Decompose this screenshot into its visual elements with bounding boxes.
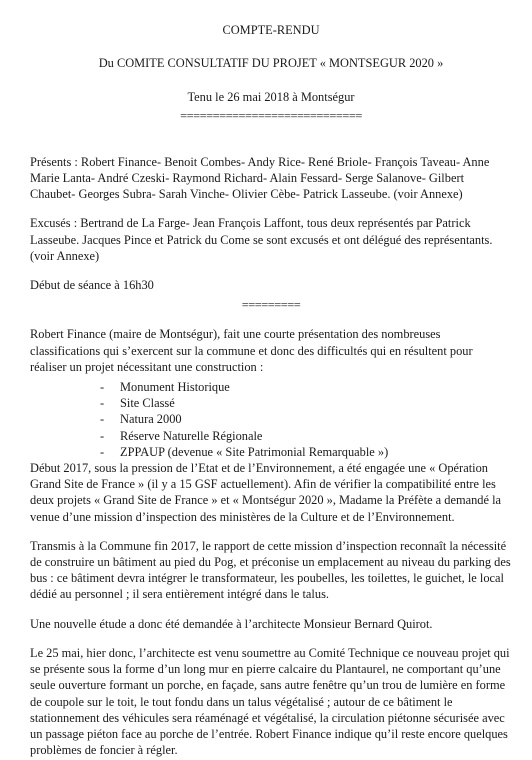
meeting-date-line: Tenu le 26 mai 2018 à Montségur [187,90,355,105]
separator-short: ========= [241,298,301,313]
list-dash: - [100,380,105,395]
paragraph-2017: Début 2017, sous la pression de l’Etat et de l’Environnement, a été engagée une « Opération Grand Site de France » (il y a 15 GSF actuellement). Afin de vérifier la compatibilité entre les deux projets « Grand Site de France » et « Montségur 2020 », Madame la Préfète a demandé la venue d’une mission d’inspection des ministères de la Culture et de l’Environnement. [30,461,502,524]
list-dash: - [100,396,105,411]
excused-paragraph: Excusés : Bertrand de La Farge- Jean François Laffont, tous deux représentés par Patrick Lasseube. Jacques Pince et Patrick du Come se sont excusés et ont délégué des représentants. (voir Annexe) [30,216,493,263]
list-item: - Réserve Naturelle Régionale [100,428,263,443]
session-start: Début de séance à 16h30 [30,278,154,293]
list-dash: - [100,444,105,459]
classification-list [30,379,512,460]
list-item: - Site Classé [100,396,175,411]
document-subtitle: Du COMITE CONSULTATIF DU PROJET « MONTSEGUR 2020 » [98,56,444,71]
document-title: COMPTE-RENDU [222,23,320,37]
separator-line: ============================ [180,108,362,123]
list-item: - ZPPAUP (devenue « Site Patrimonial Remarquable ») [100,444,389,459]
paragraph-25-mai: Le 25 mai, hier donc, l’architecte est venu soumettre au Comité Technique ce nouveau projet qui se présente sous la forme d’un long mur en pierre calcaire du Plantaurel, ne comportant qu’une seule ouverture formant un porche, en façade, sans autre fenêtre qu’un trou de lumière en forme de coupole sur le toit, le tout fondu dans un talus végétalisé ; autour de ce bâtiment le stationnement des véhicules sera réaménagé et végétalisé, la circulation piétonne sécurisée avec un passage piéton face au porche de l’entrée. Robert Finance indique qu’il reste encore quelques problèmes de foncier à régler. [30,645,510,758]
attendees-paragraph: Présents : Robert Finance- Benoit Combes- Andy Rice- René Briole- François Taveau- Anne Marie Lanta- André Czeski- Raymond Richard- Alain Fessard- Serge Salanove- Gilbert Chaubet- Georges Subra- Sarah Vinche- Olivier Cèbe- Patrick Lasseube. (voir Annexe) [30,154,490,202]
list-item: - Monument Historique [100,380,230,395]
list-dash: - [100,412,105,427]
intro-paragraph: Robert Finance (maire de Montségur), fait une courte présentation des nombreuses classifications qui s’exercent sur la commune et donc des difficultés qui en résultent pour réaliser un projet nécessitant une construction : [30,327,473,374]
paragraph-nouvelle-etude: Une nouvelle étude a donc été demandée à l’architecte Monsieur Bernard Quirot. [30,616,433,631]
list-dash: - [100,428,105,443]
paragraph-transmis: Transmis à la Commune fin 2017, le rapport de cette mission d’inspection reconnaît la nécessité de construire un bâtiment au pied du Pog, et préconise un emplacement au niveau du parking des bus : ce bâtiment devra intégrer le transformateur, les poubelles, les toilettes, le guichet, le local dédié au personnel ; il sera entièrement intégré dans le talus. [30,538,511,602]
list-item: - Natura 2000 [100,412,182,427]
